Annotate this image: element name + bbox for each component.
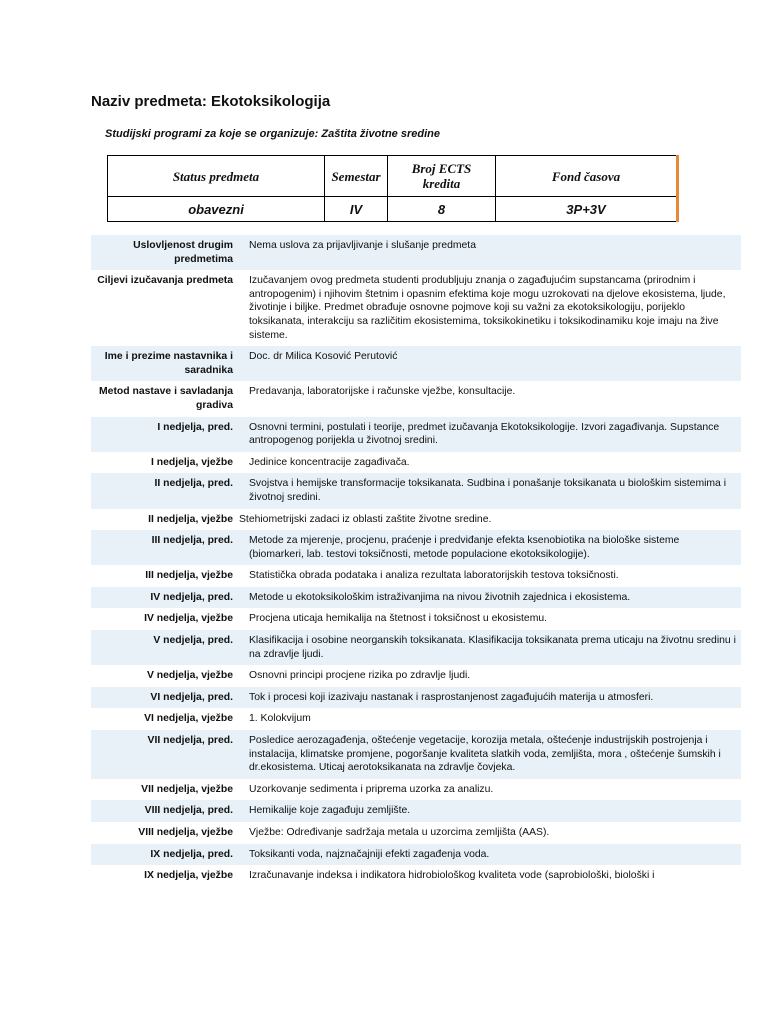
detail-row (91, 417, 741, 452)
hours-value-cell: 3P+3V (496, 197, 678, 222)
detail-value: Izučavanjem ovog predmeta studenti produbljuju znanja o zagađujućim supstancama (prirodnim i antropogenim) i njihovim štetnim i opasnim efektima koje mogu uzrokovati na djelove ekosistema, ljude, životinje i biljke. Predmet obrađuje osnovne pojmove koji su važni za ekotoksikologiju, porijeklo toksikanata, interakciju sa različitim ekosistemima, toksikokinetiku i toksikodinamiku koje imaju na žive sisteme. (247, 270, 741, 346)
detail-label: I nedjelja, vježbe (91, 452, 247, 474)
detail-value: Metode u ekotoksikološkim istraživanjima na nivou životnih zajednica i ekosistema. (247, 587, 741, 609)
detail-label: Metod nastave i savladanja gradiva (91, 381, 247, 416)
detail-value: Jedinice koncentracije zagađivača. (247, 452, 741, 474)
detail-value: Klasifikacija i osobine neorganskih toksikanata. Klasifikacija toksikanata prema uticaju na životnu sredinu i na zdravlje ljudi. (247, 630, 741, 665)
detail-label: Ime i prezime nastavnika i saradnika (91, 346, 247, 381)
detail-row (91, 844, 741, 866)
detail-row (91, 630, 741, 665)
detail-row (91, 509, 741, 531)
detail-label: VIII nedjelja, vježbe (91, 822, 247, 844)
detail-value: Uzorkovanje sedimenta i priprema uzorka za analizu. (247, 779, 741, 801)
detail-label: IV nedjelja, vježbe (91, 608, 247, 630)
detail-label: IX nedjelja, pred. (91, 844, 247, 866)
detail-label: VIII nedjelja, pred. (91, 800, 247, 822)
detail-label: III nedjelja, pred. (91, 530, 247, 565)
detail-row (91, 381, 741, 416)
detail-value: Metode za mjerenje, procjenu, praćenje i predviđanje efekta ksenobiotika na biološke sisteme (biomarkeri, lab. testovi toksičnosti, metode populacione ekotoksikologije). (247, 530, 741, 565)
detail-row (91, 865, 741, 887)
detail-row (91, 587, 741, 609)
page-title: Naziv predmeta: Ekotoksikologija (91, 93, 331, 110)
study-programs-subtitle: Studijski programi za koje se organizuje: Zaštita životne sredine (105, 128, 440, 140)
detail-row (91, 687, 741, 709)
semester-header-cell: Semestar (325, 156, 388, 197)
detail-label: IX nedjelja, vježbe (91, 865, 247, 887)
status-value-row (108, 197, 678, 222)
detail-value: Posledice aerozagađenja, oštećenje vegetacije, korozija metala, oštećenje industrijskih postrojenja i instalacija, klimatske promjene, pogoršanje kvaliteta slatkih voda, zemljišta, mora , oštećenje šumskih i dr.ekosistema. Uticaj aerotoksikanata na zdravlje čovjeka. (247, 730, 741, 779)
detail-label: V nedjelja, pred. (91, 630, 247, 665)
detail-row (91, 270, 741, 346)
detail-row (91, 665, 741, 687)
semester-value-cell: IV (325, 197, 388, 222)
detail-row (91, 822, 741, 844)
detail-label: VII nedjelja, vježbe (91, 779, 247, 801)
detail-row (91, 800, 741, 822)
detail-label: Ciljevi izučavanja predmeta (91, 270, 247, 346)
detail-label: VI nedjelja, vježbe (91, 708, 247, 730)
detail-row (91, 730, 741, 779)
detail-row (91, 346, 741, 381)
status-header-cell: Status predmeta (108, 156, 325, 197)
detail-value: Tok i procesi koji izazivaju nastanak i rasprostanjenost zagađujućih materija u atmosferi. (247, 687, 741, 709)
detail-label: Uslovljenost drugim predmetima (91, 235, 247, 270)
detail-value: Statistička obrada podataka i analiza rezultata laboratorijskih testova toksičnosti. (247, 565, 741, 587)
detail-value: Stehiometrijski zadaci iz oblasti zaštite životne sredine. (239, 509, 733, 531)
hours-header-cell: Fond časova (496, 156, 678, 197)
course-details-table (91, 235, 741, 887)
detail-row (91, 779, 741, 801)
detail-value: Nema uslova za prijavljivanje i slušanje predmeta (247, 235, 741, 270)
detail-row (91, 530, 741, 565)
detail-value: Osnovni principi procjene rizika po zdravlje ljudi. (247, 665, 741, 687)
detail-label: V nedjelja, vježbe (91, 665, 247, 687)
detail-value: Osnovni termini, postulati i teorije, predmet izučavanja Ekotoksikologije. Izvori zagađivanja. Supstance antropogenog porijekla u životnoj sredini. (247, 417, 741, 452)
detail-label: VI nedjelja, pred. (91, 687, 247, 709)
detail-label: I nedjelja, pred. (91, 417, 247, 452)
detail-label: II nedjelja, vježbe (91, 509, 247, 531)
detail-label: II nedjelja, pred. (91, 473, 247, 508)
detail-value: Toksikanti voda, najznačajniji efekti zagađenja voda. (247, 844, 741, 866)
ects-header-cell: Broj ECTS kredita (388, 156, 496, 197)
detail-value: Vježbe: Određivanje sadržaja metala u uzorcima zemljišta (AAS). (247, 822, 741, 844)
detail-row (91, 565, 741, 587)
detail-row (91, 235, 741, 270)
status-value-cell: obavezni (108, 197, 325, 222)
detail-row (91, 452, 741, 474)
detail-value: Izračunavanje indeksa i indikatora hidrobiološkog kvaliteta vode (saprobiološki, biološki i (247, 865, 741, 887)
detail-row (91, 708, 741, 730)
course-status-table (107, 155, 679, 222)
detail-value: Predavanja, laboratorijske i računske vježbe, konsultacije. (247, 381, 741, 416)
detail-value: Svojstva i hemijske transformacije toksikanata. Sudbina i ponašanje toksikanata u biološkim sistemima i životnoj sredini. (247, 473, 741, 508)
status-header-row (108, 156, 678, 197)
detail-label: VII nedjelja, pred. (91, 730, 247, 779)
detail-value: Doc. dr Milica Kosović Perutović (247, 346, 741, 381)
detail-value: Hemikalije koje zagađuju zemljište. (247, 800, 741, 822)
detail-row (91, 473, 741, 508)
detail-label: III nedjelja, vježbe (91, 565, 247, 587)
detail-row (91, 608, 741, 630)
detail-label: IV nedjelja, pred. (91, 587, 247, 609)
detail-value: Procjena uticaja hemikalija na štetnost i toksičnost u ekosistemu. (247, 608, 741, 630)
detail-value: 1. Kolokvijum (247, 708, 741, 730)
ects-value-cell: 8 (388, 197, 496, 222)
